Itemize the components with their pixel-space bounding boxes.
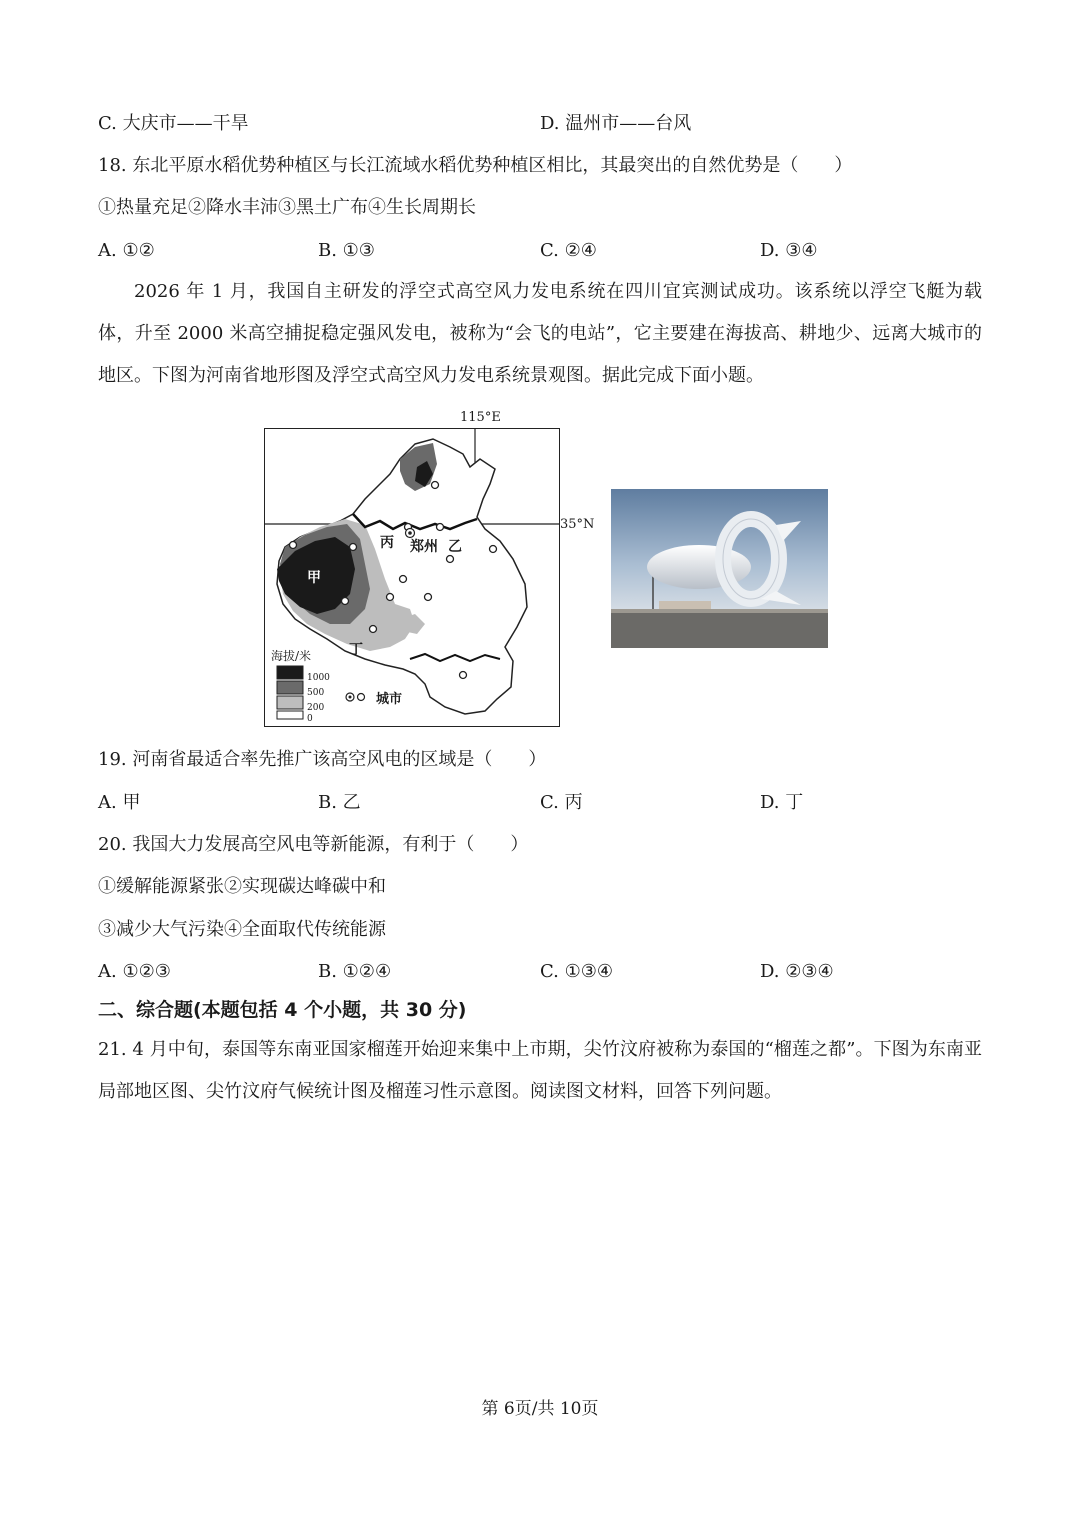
q20-option-d: D. ②③④	[760, 961, 834, 982]
q17-option-d: D. 温州市——台风	[540, 113, 692, 134]
q18-items: ①热量充足②降水丰沛③黑土广布④生长周期长	[98, 197, 476, 218]
label-yi: 乙	[448, 539, 462, 555]
city-marker	[490, 546, 497, 553]
city-marker	[350, 544, 357, 551]
elevation-legend	[277, 666, 303, 719]
section2-heading: 二、综合题(本题包括 4 个小题，共 30 分)	[98, 999, 467, 1021]
legend-swatch-0	[277, 711, 303, 719]
city-marker	[447, 556, 454, 563]
city-marker	[432, 482, 439, 489]
q20-option-a: A. ①②③	[98, 961, 171, 982]
q18-option-c: C. ②④	[540, 240, 597, 261]
legend-capital-dot	[349, 696, 352, 699]
legend-city-symbol	[358, 694, 365, 701]
label-zhengzhou: 郑州	[410, 539, 438, 555]
capital-marker-dot	[408, 531, 412, 535]
legend-city-label: 城市	[376, 692, 403, 707]
label-bing: 丙	[380, 535, 394, 551]
horizon	[611, 609, 828, 613]
city-marker	[290, 542, 297, 549]
q19-stem: 19. 河南省最适合率先推广该高空风电的区域是（ ）	[98, 749, 547, 770]
city-marker	[387, 594, 394, 601]
legend-swatch-500	[277, 681, 303, 694]
hangar	[659, 601, 711, 609]
passage	[98, 271, 982, 397]
city-marker	[437, 524, 444, 531]
legend-level-0: 0	[307, 714, 313, 724]
q20-items-line2: ③减少大气污染④全面取代传统能源	[98, 919, 386, 940]
city-marker	[342, 598, 349, 605]
city-marker	[425, 594, 432, 601]
q18-option-a: A. ①②	[98, 240, 155, 261]
q21-text: 21. 4 月中旬，泰国等东南亚国家榴莲开始迎来集中上市期，尖竹汶府被称为泰国的“榴莲之都”。下图为东南亚局部地区图、尖竹汶府气候统计图及榴莲习性示意图。阅读图文材料，回答下列问题。	[98, 1039, 982, 1102]
henan-terrain-map	[264, 428, 560, 727]
legend-swatch-1000	[277, 666, 303, 679]
q18-option-d: D. ③④	[760, 240, 818, 261]
q20-stem: 20. 我国大力发展高空风电等新能源，有利于（ ）	[98, 834, 529, 855]
q19-option-d: D. 丁	[760, 792, 804, 813]
city-marker	[400, 576, 407, 583]
airborne-wind-turbine-photo	[611, 489, 828, 648]
page-footer: 第 6页/共 10页	[481, 1399, 599, 1419]
q19-option-a: A. 甲	[98, 792, 141, 813]
airship-illustration	[611, 489, 828, 648]
longitude-label: 115°E	[460, 410, 501, 425]
city-marker	[370, 626, 377, 633]
city-marker	[460, 672, 467, 679]
legend-title: 海拔/米	[271, 649, 312, 663]
q18-option-b: B. ①③	[318, 240, 375, 261]
q20-option-c: C. ①③④	[540, 961, 613, 982]
q19-option-c: C. 丙	[540, 792, 583, 813]
q18-stem: 18. 东北平原水稻优势种植区与长江流域水稻优势种植区相比，其最突出的自然优势是（ ）	[98, 155, 853, 176]
label-ding: 丁	[349, 642, 363, 658]
ground	[611, 611, 828, 648]
legend-level-1000: 1000	[307, 673, 330, 683]
label-jia: 甲	[307, 567, 321, 587]
legend-level-500: 500	[307, 688, 325, 698]
q20-option-b: B. ①②④	[318, 961, 392, 982]
q20-items-line1: ①缓解能源紧张②实现碳达峰碳中和	[98, 876, 386, 897]
q17-option-c: C. 大庆市——干旱	[98, 113, 249, 134]
latitude-label: 35°N	[560, 517, 595, 532]
legend-level-200: 200	[307, 703, 325, 713]
passage-text: 2026 年 1 月，我国自主研发的浮空式高空风力发电系统在四川宜宾测试成功。该系统以浮空飞艇为载体，升至 2000 米高空捕捉稳定强风发电，被称为“会飞的电站”，它主要建在海拔高、耕地少、远离大城市的地区。下图为河南省地形图及浮空式高空风力发电系统景观图。据此完成下面小题。	[98, 281, 982, 386]
legend-swatch-200	[277, 696, 303, 709]
q19-option-b: B. 乙	[318, 792, 361, 813]
